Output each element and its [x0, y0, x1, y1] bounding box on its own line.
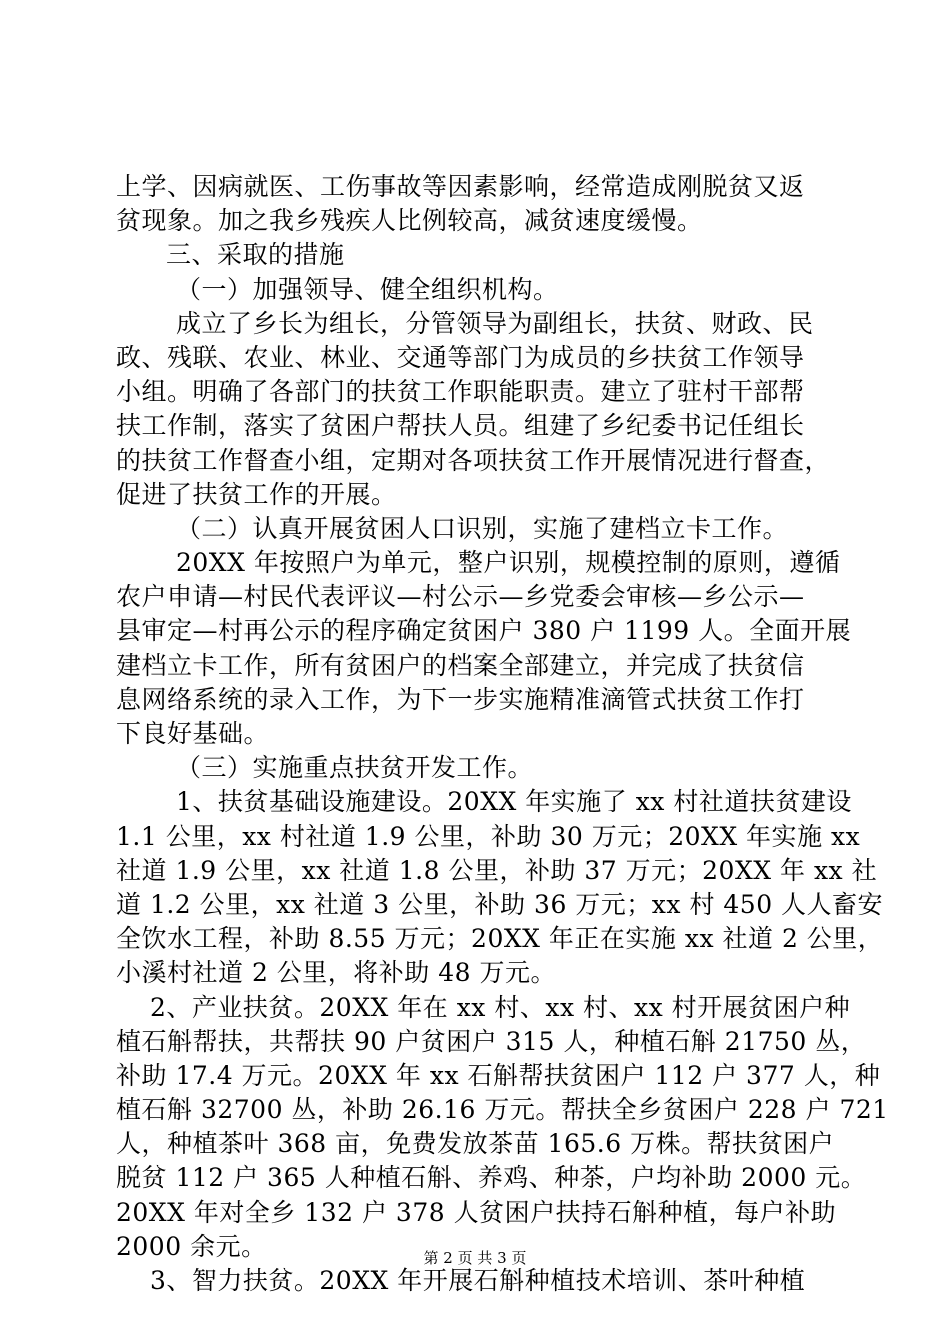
page-footer: 第 2 页 共 3 页: [423, 1249, 527, 1267]
text-line: 植石斛 32700 丛，补助 26.16 万元。帮扶全乡贫困户 228 户 721: [116, 1095, 889, 1125]
text-line: 扶工作制，落实了贫困户帮扶人员。组建了乡纪委书记任组长: [116, 411, 805, 441]
text-line: 3、智力扶贫。20XX 年开展石斛种植技术培训、茶叶种植: [150, 1266, 806, 1295]
text-line: 植石斛帮扶，共帮扶 90 户贫困户 315 人，种植石斛 21750 丛，: [116, 1026, 867, 1056]
text-line: 2、产业扶贫。20XX 年在 xx 村、xx 村、xx 村开展贫困户种: [150, 992, 851, 1022]
text-line: （一）加强领导、健全组织机构。: [176, 274, 559, 304]
text-line: 社道 1.9 公里，xx 社道 1.8 公里，补助 37 万元；20XX 年 xx 社: [116, 855, 878, 885]
text-line: 三、采取的措施: [166, 240, 345, 270]
text-line: 脱贫 112 户 365 人种植石斛、养鸡、种茶，户均补助 2000 元。: [116, 1163, 867, 1193]
text-line: 20XX 年按照户为单元，整户识别，规模控制的原则，遵循: [176, 548, 841, 578]
text-line: 建档立卡工作，所有贫困户的档案全部建立，并完成了扶贫信: [116, 650, 805, 680]
text-line: 道 1.2 公里，xx 社道 3 公里，补助 36 万元；xx 村 450 人人畜安: [116, 889, 884, 919]
text-line: 县审定—村再公示的程序确定贫困户 380 户 1199 人。全面开展: [116, 616, 852, 646]
text-line: 1、扶贫基础设施建设。20XX 年实施了 xx 村社道扶贫建设: [176, 787, 852, 817]
text-line: 补助 17.4 万元。20XX 年 xx 石斛帮扶贫困户 112 户 377 人，种: [116, 1060, 881, 1090]
text-line: 政、残联、农业、林业、交通等部门为成员的乡扶贫工作领导: [116, 342, 805, 372]
text-line: 成立了乡长为组长，分管领导为副组长，扶贫、财政、民: [176, 308, 814, 338]
text-line: （二）认真开展贫困人口识别，实施了建档立卡工作。: [176, 513, 789, 543]
body-text: [116, 170, 889, 1298]
text-line: 上学、因病就医、工伤事故等因素影响，经常造成刚脱贫又返: [116, 172, 805, 201]
text-line: 农户申请—村民代表评议—村公示—乡党委会审核—乡公示—: [116, 582, 805, 612]
text-line: 人，种植茶叶 368 亩，免费发放茶苗 165.6 万株。帮扶贫困户: [116, 1129, 835, 1159]
text-line: 的扶贫工作督查小组，定期对各项扶贫工作开展情况进行督查，: [116, 445, 831, 475]
text-line: 小溪村社道 2 公里，将补助 48 万元。: [116, 958, 557, 988]
text-line: 2000 余元。: [116, 1231, 267, 1261]
text-line: 1.1 公里，xx 村社道 1.9 公里，补助 30 万元；20XX 年实施 xx: [116, 821, 861, 851]
text-line: （三）实施重点扶贫开发工作。: [176, 753, 534, 783]
text-line: 息网络系统的录入工作，为下一步实施精准滴管式扶贫工作打: [116, 684, 805, 714]
text-line: 贫现象。加之我乡残疾人比例较高，减贫速度缓慢。: [116, 206, 703, 236]
text-line: 下良好基础。: [116, 719, 270, 748]
text-line: 全饮水工程，补助 8.55 万元；20XX 年正在实施 xx 社道 2 公里，: [116, 924, 884, 954]
text-line: 20XX 年对全乡 132 户 378 人贫困户扶持石斛种植，每户补助: [116, 1197, 837, 1227]
text-line: 促进了扶贫工作的开展。: [116, 479, 397, 509]
text-line: 小组。明确了各部门的扶贫工作职能职责。建立了驻村干部帮: [116, 377, 805, 407]
